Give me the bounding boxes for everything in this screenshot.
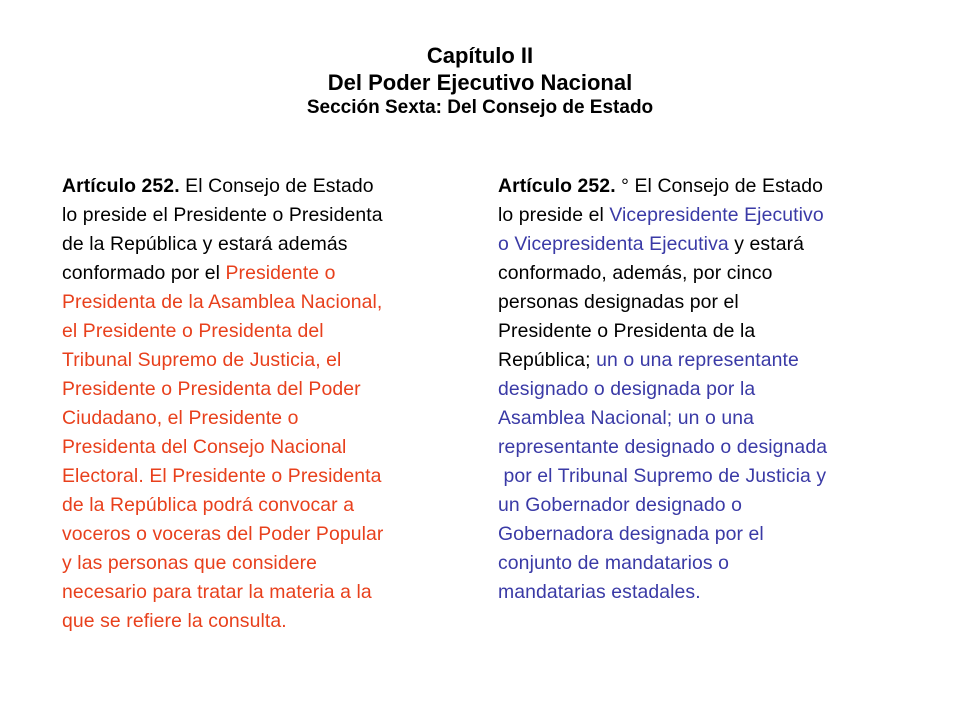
article-text-segment: conformado, además, por cinco: [498, 262, 773, 284]
article-line: [62, 462, 462, 491]
article-line: [62, 375, 462, 404]
article-line: [498, 578, 918, 607]
article-line: [62, 491, 462, 520]
article-text-segment: Presidente o Presidenta del Poder: [62, 378, 361, 400]
article-text-segment: ° El Consejo de Estado: [615, 175, 823, 197]
article-line: [62, 172, 462, 201]
article-line: [498, 520, 918, 549]
article-line: [498, 230, 918, 259]
article-text-segment: Ciudadano, el Presidente o: [62, 407, 299, 429]
article-text-segment: un o una representante: [596, 349, 799, 371]
article-text-segment: Gobernadora designada por el: [498, 523, 764, 545]
article-text-segment: un Gobernador designado o: [498, 494, 742, 516]
article-line: [498, 404, 918, 433]
article-text-segment: de la República podrá convocar a: [62, 494, 355, 516]
article-text-segment: y estará: [728, 233, 805, 255]
article-line: [62, 520, 462, 549]
article-line: [62, 317, 462, 346]
article-text-segment: República;: [498, 349, 597, 371]
article-text-segment: lo preside el Presidente o Presidenta: [62, 204, 383, 226]
article-line: [498, 375, 918, 404]
article-text-segment: Asamblea Nacional; un o una: [498, 407, 755, 429]
article-line: [498, 288, 918, 317]
article-text-segment: el Presidente o Presidenta del: [62, 320, 324, 342]
article-line: [62, 288, 462, 317]
article-text-segment: de la República y estará además: [62, 233, 348, 255]
article-text-segment: mandatarias estadales.: [498, 581, 701, 603]
article-line: [62, 259, 462, 288]
article-text-segment: Presidente o Presidenta de la: [498, 320, 756, 342]
article-line: [498, 172, 918, 201]
article-text-segment: representante designado o designada: [498, 436, 828, 458]
article-line: [498, 346, 918, 375]
section-title: Sección Sexta: Del Consejo de Estado: [306, 97, 654, 118]
article-text-segment: necesario para tratar la materia a la: [62, 581, 372, 603]
article-text-segment: Electoral. El Presidente o Presidenta: [62, 465, 382, 487]
article-line: [62, 201, 462, 230]
article-line: [498, 259, 918, 288]
article-line: [498, 491, 918, 520]
article-text-segment: Tribunal Supremo de Justicia, el: [62, 349, 342, 371]
article-line: [62, 404, 462, 433]
article-text-segment: conjunto de mandatarios o: [498, 552, 730, 574]
article-line: [498, 549, 918, 578]
slide-header: [0, 42, 960, 120]
article-line: [62, 578, 462, 607]
article-text-segment: conformado por el: [62, 262, 226, 284]
article-text-segment: personas designadas por el: [498, 291, 739, 313]
article-text-segment: por el Tribunal Supremo de Justicia y: [498, 465, 827, 487]
article-text-segment: Vicepresidente Ejecutivo: [609, 204, 824, 226]
article-number: Artículo 252.: [62, 175, 180, 197]
article-text-segment: y las personas que considere: [62, 552, 318, 574]
article-line: [62, 346, 462, 375]
article-252-original: [62, 172, 462, 636]
article-line: [62, 433, 462, 462]
article-line: [498, 317, 918, 346]
power-title: Del Poder Ejecutivo Nacional: [327, 70, 633, 95]
article-line: [62, 549, 462, 578]
article-line: [498, 201, 918, 230]
article-line: [62, 607, 462, 636]
chapter-title: Capítulo II: [426, 43, 534, 68]
article-text-segment: Presidente o: [225, 262, 336, 284]
article-text-segment: El Consejo de Estado: [179, 175, 374, 197]
article-252-amended: [498, 172, 918, 607]
article-text-segment: voceros o voceras del Poder Popular: [62, 523, 384, 545]
article-line: [498, 433, 918, 462]
article-text-segment: Presidenta de la Asamblea Nacional,: [62, 291, 383, 313]
article-text-segment: que se refiere la consulta.: [62, 610, 287, 632]
article-number: Artículo 252.: [498, 175, 616, 197]
article-text-segment: o Vicepresidenta Ejecutiva: [498, 233, 729, 255]
article-text-segment: designado o designada por la: [498, 378, 756, 400]
article-text-segment: Presidenta del Consejo Nacional: [62, 436, 347, 458]
article-line: [498, 462, 918, 491]
article-text-segment: lo preside el: [498, 204, 610, 226]
article-line: [62, 230, 462, 259]
